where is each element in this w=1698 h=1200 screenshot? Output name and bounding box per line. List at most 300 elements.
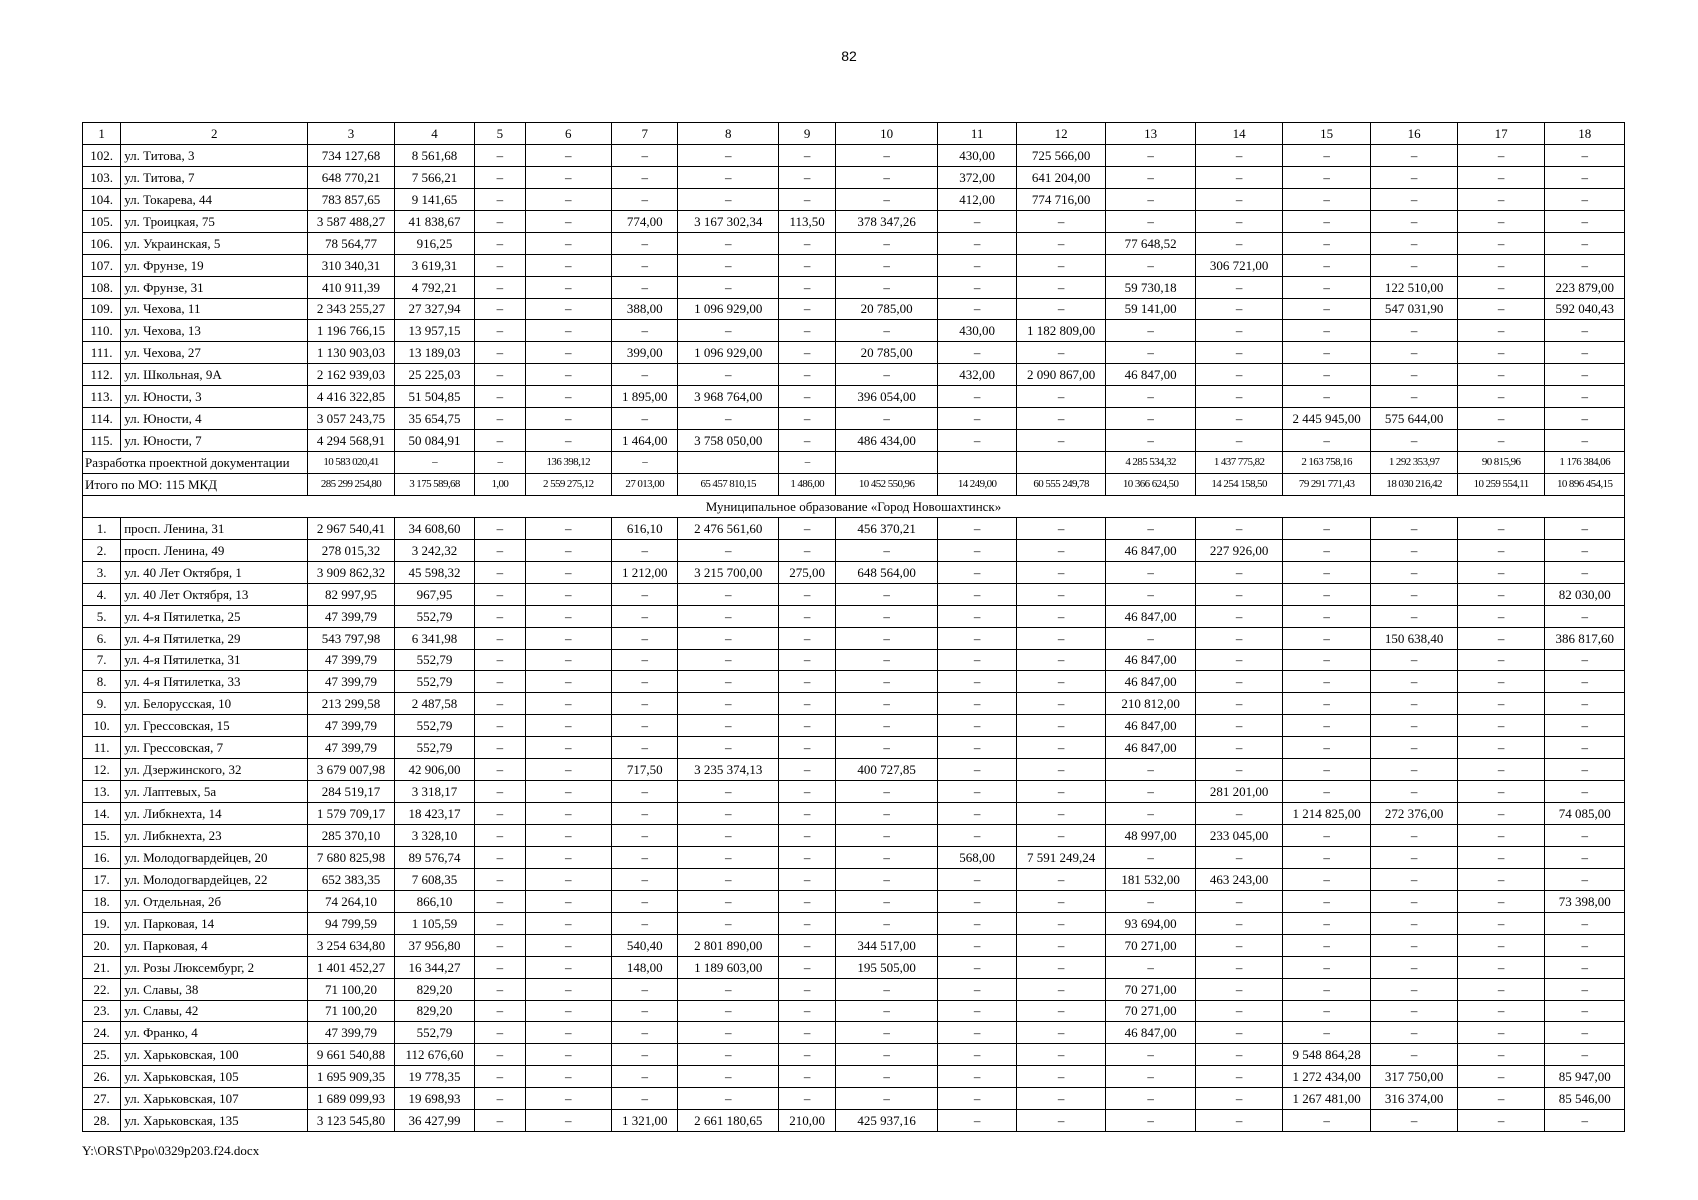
table-cell: – xyxy=(612,254,678,276)
table-cell: 85 546,00 xyxy=(1545,1088,1625,1110)
table-cell: – xyxy=(1371,956,1458,978)
table-row xyxy=(83,188,1625,210)
table-cell: – xyxy=(1457,254,1545,276)
table-cell: – xyxy=(836,978,938,1000)
column-header: 18 xyxy=(1545,123,1625,145)
table-cell: 4 792,21 xyxy=(394,276,474,298)
table-row xyxy=(83,517,1625,539)
table-cell: – xyxy=(525,144,612,166)
table-cell: – xyxy=(525,671,612,693)
table-cell: – xyxy=(836,803,938,825)
table-cell: – xyxy=(1196,166,1283,188)
table-cell: – xyxy=(475,671,525,693)
table-cell: – xyxy=(612,144,678,166)
table-cell: – xyxy=(612,1088,678,1110)
table-cell: – xyxy=(1105,781,1196,803)
table-cell: – xyxy=(1545,649,1625,671)
table-cell: – xyxy=(1457,759,1545,781)
table-cell: – xyxy=(525,276,612,298)
table-cell: – xyxy=(475,232,525,254)
table-cell: – xyxy=(1457,583,1545,605)
table-cell: – xyxy=(1282,430,1371,452)
table-row xyxy=(83,846,1625,868)
table-cell: 47 399,79 xyxy=(308,715,395,737)
table-cell: – xyxy=(1282,1110,1371,1132)
table-cell: – xyxy=(1282,298,1371,320)
table-cell: – xyxy=(937,803,1016,825)
table-cell: – xyxy=(678,408,779,430)
table-cell: – xyxy=(779,956,836,978)
table-cell: – xyxy=(1017,386,1106,408)
summary-label: Разработка проектной документации xyxy=(83,452,308,474)
table-cell: – xyxy=(475,342,525,364)
table-cell: – xyxy=(1545,342,1625,364)
table-cell: – xyxy=(937,1044,1016,1066)
table-cell: – xyxy=(1545,956,1625,978)
table-cell: – xyxy=(836,539,938,561)
table-cell: – xyxy=(836,166,938,188)
table-cell: – xyxy=(1457,539,1545,561)
table-cell: – xyxy=(937,956,1016,978)
table-cell: – xyxy=(678,846,779,868)
table-cell: – xyxy=(1017,693,1106,715)
table-cell: 16. xyxy=(83,846,121,868)
table-cell: – xyxy=(475,210,525,232)
table-cell: – xyxy=(779,1088,836,1110)
table-row xyxy=(83,1066,1625,1088)
table-cell: – xyxy=(836,188,938,210)
table-cell: – xyxy=(525,737,612,759)
table-cell: – xyxy=(1105,1088,1196,1110)
table-cell: – xyxy=(525,561,612,583)
table-cell: – xyxy=(1196,320,1283,342)
table-cell: – xyxy=(1017,1110,1106,1132)
table-cell: 1 689 099,93 xyxy=(308,1088,395,1110)
summary-value: – xyxy=(475,452,525,474)
table-cell: – xyxy=(678,1022,779,1044)
table-cell: – xyxy=(1545,978,1625,1000)
table-cell: 575 644,00 xyxy=(1371,408,1458,430)
table-cell: 46 847,00 xyxy=(1105,649,1196,671)
table-cell: 1 096 929,00 xyxy=(678,298,779,320)
table-cell: – xyxy=(1017,210,1106,232)
table-cell: 3 328,10 xyxy=(394,825,474,847)
table-cell: – xyxy=(525,517,612,539)
table-cell: 3 235 374,13 xyxy=(678,759,779,781)
table-cell: – xyxy=(1371,188,1458,210)
table-cell: – xyxy=(836,320,938,342)
table-cell: – xyxy=(1282,561,1371,583)
table-cell: – xyxy=(836,890,938,912)
table-cell: – xyxy=(678,693,779,715)
table-cell: – xyxy=(475,298,525,320)
table-cell: – xyxy=(1196,430,1283,452)
table-cell: – xyxy=(1545,868,1625,890)
table-cell: 1 695 909,35 xyxy=(308,1066,395,1088)
table-cell: 1 096 929,00 xyxy=(678,342,779,364)
address-cell: ул. Отдельная, 2б xyxy=(121,890,308,912)
table-cell: – xyxy=(1196,210,1283,232)
table-cell: 3 254 634,80 xyxy=(308,934,395,956)
table-cell: – xyxy=(525,825,612,847)
table-cell: – xyxy=(1196,232,1283,254)
table-cell: – xyxy=(1196,605,1283,627)
table-cell: – xyxy=(1017,759,1106,781)
table-cell: – xyxy=(1371,1022,1458,1044)
table-cell: 4 416 322,85 xyxy=(308,386,395,408)
table-cell: – xyxy=(937,276,1016,298)
table-cell: 783 857,65 xyxy=(308,188,395,210)
table-cell: – xyxy=(525,693,612,715)
summary-value: 65 457 810,15 xyxy=(678,474,779,496)
table-cell: – xyxy=(937,912,1016,934)
table-cell: 45 598,32 xyxy=(394,561,474,583)
table-cell: – xyxy=(612,649,678,671)
table-cell: – xyxy=(1545,846,1625,868)
table-cell: – xyxy=(475,430,525,452)
table-cell: 16 344,27 xyxy=(394,956,474,978)
table-cell: 24. xyxy=(83,1022,121,1044)
table-cell: – xyxy=(1105,583,1196,605)
table-cell: – xyxy=(1282,934,1371,956)
summary-value: 4 285 534,32 xyxy=(1105,452,1196,474)
table-cell: 5. xyxy=(83,605,121,627)
table-cell: – xyxy=(1457,364,1545,386)
table-cell: 399,00 xyxy=(612,342,678,364)
table-cell: – xyxy=(836,912,938,934)
table-cell: 1 214 825,00 xyxy=(1282,803,1371,825)
table-cell: – xyxy=(678,781,779,803)
table-cell: 213 299,58 xyxy=(308,693,395,715)
address-cell: ул. Юности, 3 xyxy=(121,386,308,408)
table-cell: – xyxy=(1282,715,1371,737)
table-cell: 106. xyxy=(83,232,121,254)
table-cell: 94 799,59 xyxy=(308,912,395,934)
table-cell: – xyxy=(1105,956,1196,978)
table-cell: – xyxy=(1017,408,1106,430)
summary-value: – xyxy=(779,452,836,474)
table-cell: 1 189 603,00 xyxy=(678,956,779,978)
column-header: 4 xyxy=(394,123,474,145)
table-row xyxy=(83,1022,1625,1044)
table-cell: – xyxy=(1545,166,1625,188)
table-cell: 20 785,00 xyxy=(836,342,938,364)
table-cell: – xyxy=(836,715,938,737)
table-cell: – xyxy=(1105,627,1196,649)
table-cell: – xyxy=(779,408,836,430)
table-cell: – xyxy=(612,364,678,386)
table-cell: 486 434,00 xyxy=(836,430,938,452)
table-cell: – xyxy=(525,956,612,978)
address-cell: просп. Ленина, 49 xyxy=(121,539,308,561)
table-cell: – xyxy=(1457,232,1545,254)
table-cell: – xyxy=(612,1066,678,1088)
table-row xyxy=(83,671,1625,693)
table-cell: – xyxy=(836,232,938,254)
table-cell: – xyxy=(525,715,612,737)
table-row xyxy=(83,803,1625,825)
table-cell: – xyxy=(1371,715,1458,737)
table-cell: – xyxy=(1371,693,1458,715)
table-cell: – xyxy=(836,1088,938,1110)
table-cell: 543 797,98 xyxy=(308,627,395,649)
table-cell: – xyxy=(475,1088,525,1110)
table-cell: – xyxy=(1196,803,1283,825)
table-cell: 47 399,79 xyxy=(308,671,395,693)
table-cell: – xyxy=(836,583,938,605)
table-cell: – xyxy=(1196,715,1283,737)
table-cell: – xyxy=(1545,715,1625,737)
address-cell: ул. Розы Люксембург, 2 xyxy=(121,956,308,978)
table-cell: – xyxy=(1196,978,1283,1000)
table-cell: 7 680 825,98 xyxy=(308,846,395,868)
summary-value xyxy=(836,452,938,474)
table-cell: – xyxy=(1457,671,1545,693)
table-cell: – xyxy=(525,1000,612,1022)
summary-value: 285 299 254,80 xyxy=(308,474,395,496)
table-cell: – xyxy=(836,408,938,430)
table-cell: – xyxy=(836,868,938,890)
table-cell: 36 427,99 xyxy=(394,1110,474,1132)
summary-value: 1 292 353,97 xyxy=(1371,452,1458,474)
table-cell: – xyxy=(779,912,836,934)
table-cell: 552,79 xyxy=(394,671,474,693)
table-cell: – xyxy=(525,781,612,803)
table-cell: 25 225,03 xyxy=(394,364,474,386)
table-cell: – xyxy=(1017,1044,1106,1066)
table-cell: – xyxy=(1105,166,1196,188)
table-cell: 3 057 243,75 xyxy=(308,408,395,430)
table-cell: – xyxy=(1017,517,1106,539)
table-header-row xyxy=(83,123,1625,145)
table-cell: 3 167 302,34 xyxy=(678,210,779,232)
table-cell: 10. xyxy=(83,715,121,737)
address-cell: ул. Грессовская, 15 xyxy=(121,715,308,737)
table-cell: – xyxy=(525,890,612,912)
table-cell: – xyxy=(475,144,525,166)
table-cell: 47 399,79 xyxy=(308,649,395,671)
table-cell: 1 105,59 xyxy=(394,912,474,934)
table-cell: – xyxy=(1545,605,1625,627)
table-cell: – xyxy=(1017,605,1106,627)
table-cell: – xyxy=(612,583,678,605)
column-header: 15 xyxy=(1282,123,1371,145)
table-cell: 23. xyxy=(83,1000,121,1022)
table-cell: 430,00 xyxy=(937,320,1016,342)
table-cell: – xyxy=(937,671,1016,693)
table-cell: 9 141,65 xyxy=(394,188,474,210)
table-cell: – xyxy=(475,583,525,605)
summary-value: 2 163 758,16 xyxy=(1282,452,1371,474)
table-cell: 432,00 xyxy=(937,364,1016,386)
table-cell: – xyxy=(1371,934,1458,956)
table-cell: – xyxy=(475,1066,525,1088)
table-cell: – xyxy=(1282,320,1371,342)
table-row xyxy=(83,386,1625,408)
table-cell: – xyxy=(1017,342,1106,364)
table-cell: – xyxy=(612,803,678,825)
table-cell: – xyxy=(779,890,836,912)
table-cell: – xyxy=(1371,517,1458,539)
table-cell: 1 267 481,00 xyxy=(1282,1088,1371,1110)
table-cell: – xyxy=(1457,188,1545,210)
table-cell: – xyxy=(678,166,779,188)
table-cell: – xyxy=(779,693,836,715)
table-cell: – xyxy=(678,188,779,210)
table-cell: – xyxy=(525,232,612,254)
table-cell: – xyxy=(475,715,525,737)
table-cell: – xyxy=(1282,978,1371,1000)
table-cell: 284 519,17 xyxy=(308,781,395,803)
table-cell: – xyxy=(1196,408,1283,430)
address-cell: ул. Токарева, 44 xyxy=(121,188,308,210)
address-cell: ул. Украинская, 5 xyxy=(121,232,308,254)
table-cell: 316 374,00 xyxy=(1371,1088,1458,1110)
table-row xyxy=(83,912,1625,934)
table-cell: – xyxy=(836,649,938,671)
table-cell: – xyxy=(475,539,525,561)
table-cell: – xyxy=(525,627,612,649)
table-cell: 774,00 xyxy=(612,210,678,232)
table-cell: – xyxy=(1282,342,1371,364)
table-cell: – xyxy=(1017,232,1106,254)
summary-value: 1 486,00 xyxy=(779,474,836,496)
table-cell: 463 243,00 xyxy=(1196,868,1283,890)
table-cell: 70 271,00 xyxy=(1105,934,1196,956)
table-cell: – xyxy=(937,890,1016,912)
table-cell: 3 758 050,00 xyxy=(678,430,779,452)
table-cell: – xyxy=(612,737,678,759)
table-cell: – xyxy=(937,1000,1016,1022)
address-cell: ул. Юности, 4 xyxy=(121,408,308,430)
table-cell: – xyxy=(1457,693,1545,715)
table-cell: 3 215 700,00 xyxy=(678,561,779,583)
table-cell: – xyxy=(836,364,938,386)
table-cell: – xyxy=(1196,1066,1283,1088)
table-row xyxy=(83,627,1625,649)
table-cell: – xyxy=(1017,276,1106,298)
table-cell: – xyxy=(1371,561,1458,583)
table-cell: 46 847,00 xyxy=(1105,1022,1196,1044)
table-cell: – xyxy=(1545,693,1625,715)
table-cell: – xyxy=(937,1022,1016,1044)
table-cell: 774 716,00 xyxy=(1017,188,1106,210)
table-cell: – xyxy=(937,649,1016,671)
column-header: 3 xyxy=(308,123,395,145)
column-header: 11 xyxy=(937,123,1016,145)
table-cell: – xyxy=(1545,912,1625,934)
table-cell: 4. xyxy=(83,583,121,605)
table-cell: – xyxy=(1282,583,1371,605)
table-cell: – xyxy=(779,364,836,386)
page-number: 82 xyxy=(841,48,857,64)
table-cell: – xyxy=(1282,649,1371,671)
column-header: 12 xyxy=(1017,123,1106,145)
address-cell: ул. 4-я Пятилетка, 31 xyxy=(121,649,308,671)
table-cell: – xyxy=(1105,254,1196,276)
summary-value: 1,00 xyxy=(475,474,525,496)
table-cell: – xyxy=(475,386,525,408)
table-cell: – xyxy=(525,978,612,1000)
table-row xyxy=(83,715,1625,737)
table-cell: – xyxy=(1457,934,1545,956)
table-cell: – xyxy=(1545,210,1625,232)
table-cell: 14. xyxy=(83,803,121,825)
table-cell: – xyxy=(678,320,779,342)
table-cell: – xyxy=(1282,276,1371,298)
table-cell: 1 196 766,15 xyxy=(308,320,395,342)
column-header: 1 xyxy=(83,123,121,145)
table-cell: 310 340,31 xyxy=(308,254,395,276)
table-cell: – xyxy=(678,276,779,298)
table-cell: – xyxy=(1196,386,1283,408)
table-cell: 35 654,75 xyxy=(394,408,474,430)
table-cell: 13 189,03 xyxy=(394,342,474,364)
table-cell: – xyxy=(612,188,678,210)
table-cell: – xyxy=(779,627,836,649)
table-cell: 1. xyxy=(83,517,121,539)
table-cell: – xyxy=(1545,364,1625,386)
table-cell: – xyxy=(1371,583,1458,605)
table-cell: – xyxy=(678,539,779,561)
table-cell: 317 750,00 xyxy=(1371,1066,1458,1088)
table-cell: 1 321,00 xyxy=(612,1110,678,1132)
table-row xyxy=(83,693,1625,715)
table-cell: – xyxy=(937,868,1016,890)
table-cell: 13. xyxy=(83,781,121,803)
table-cell: – xyxy=(1545,781,1625,803)
table-cell: – xyxy=(1457,166,1545,188)
table-cell: – xyxy=(937,342,1016,364)
table-cell: 102. xyxy=(83,144,121,166)
table-cell: – xyxy=(836,1000,938,1022)
table-cell: – xyxy=(1017,956,1106,978)
summary-value: 10 259 554,11 xyxy=(1457,474,1545,496)
table-cell: 734 127,68 xyxy=(308,144,395,166)
address-cell: ул. Славы, 42 xyxy=(121,1000,308,1022)
table-cell: 42 906,00 xyxy=(394,759,474,781)
table-cell: – xyxy=(779,144,836,166)
table-cell: – xyxy=(937,1066,1016,1088)
table-cell: – xyxy=(1545,517,1625,539)
table-cell: 74 085,00 xyxy=(1545,803,1625,825)
table-cell: – xyxy=(1017,1022,1106,1044)
table-row xyxy=(83,781,1625,803)
table-cell: – xyxy=(1196,934,1283,956)
table-cell: – xyxy=(475,846,525,868)
table-cell: – xyxy=(779,825,836,847)
table-cell: – xyxy=(475,759,525,781)
table-cell: – xyxy=(1282,781,1371,803)
table-cell: – xyxy=(1282,1022,1371,1044)
table-cell: – xyxy=(612,1000,678,1022)
table-cell: – xyxy=(1371,737,1458,759)
table-cell: – xyxy=(937,232,1016,254)
address-cell: ул. Либкнехта, 23 xyxy=(121,825,308,847)
table-cell: – xyxy=(678,1066,779,1088)
table-cell: 77 648,52 xyxy=(1105,232,1196,254)
table-cell: – xyxy=(779,386,836,408)
table-cell: – xyxy=(678,232,779,254)
table-cell: – xyxy=(678,364,779,386)
table-cell: – xyxy=(525,210,612,232)
address-cell: ул. Фрунзе, 31 xyxy=(121,276,308,298)
table-row xyxy=(83,561,1625,583)
table-cell: – xyxy=(1545,320,1625,342)
table-cell: – xyxy=(525,364,612,386)
table-cell: – xyxy=(1371,210,1458,232)
table-cell: 3 318,17 xyxy=(394,781,474,803)
